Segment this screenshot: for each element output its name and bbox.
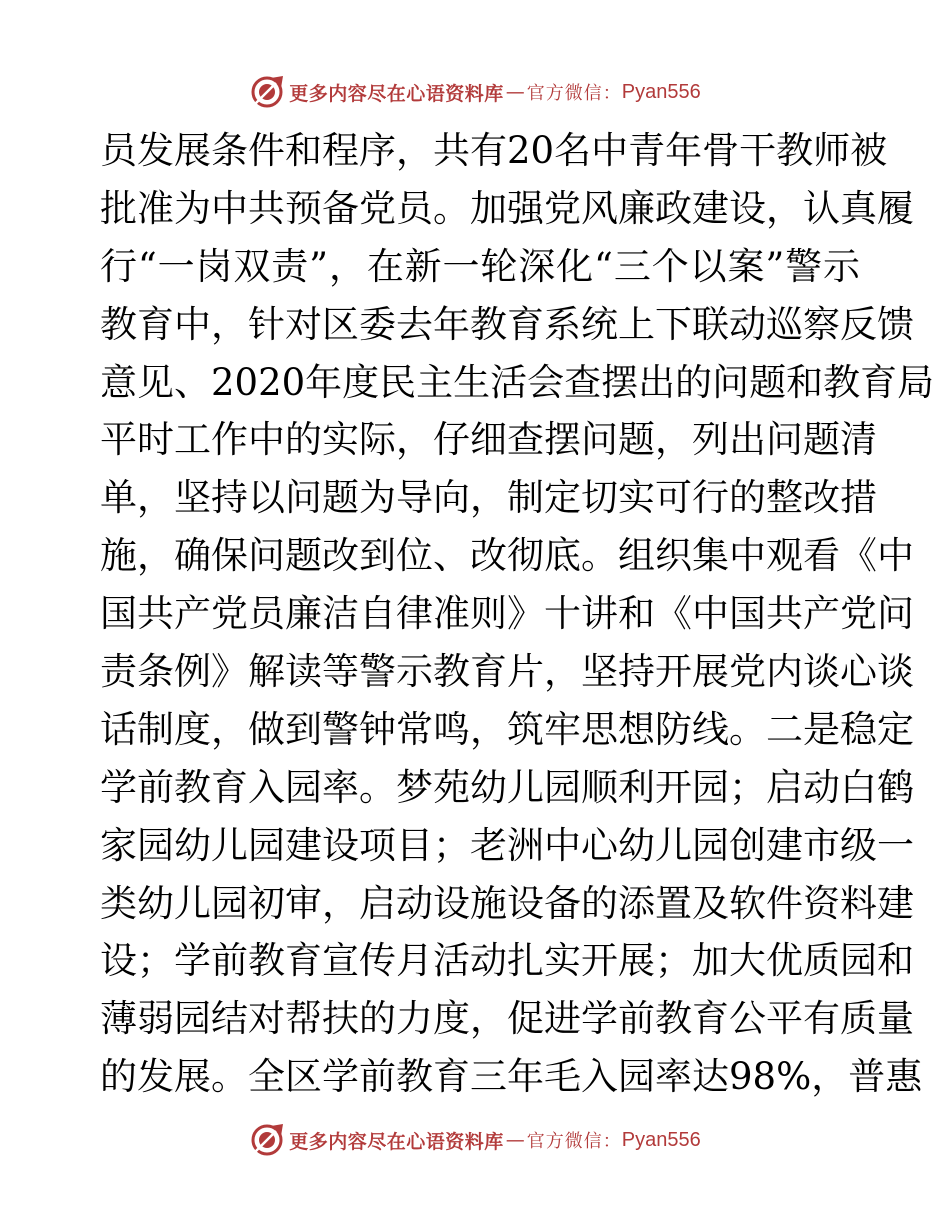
body-line-17: 的发展。全区学前教育三年毛入园率达98%，普惠 <box>100 1055 923 1099</box>
quill-logo-icon <box>249 1122 285 1158</box>
body-line-6: 平时工作中的实际，仔细查摆问题，列出问题清 <box>100 418 877 462</box>
body-line-1: 员发展条件和程序，共有20名中青年骨干教师被 <box>100 129 888 172</box>
body-line-12: 学前教育入园率。梦苑幼儿园顺利开园；启动白鹤 <box>100 765 914 809</box>
body-line-5: 意见、2020年度民主生活会查摆出的问题和教育局 <box>100 360 935 404</box>
document-body <box>100 122 935 1106</box>
header-dash: — <box>505 81 525 103</box>
header-wechat-id: Pyan556 <box>621 80 701 103</box>
body-line-2: 批准为中共预备党员。加强党风廉政建设，认真履 <box>100 186 914 230</box>
body-line-9: 国共产党员廉洁自律准则》十讲和《中国共产党问 <box>100 592 914 636</box>
body-line-11: 话制度，做到警钟常鸣，筑牢思想防线。二是稳定 <box>100 707 914 751</box>
footer-site-text: 更多内容尽在心语资料库 <box>289 1130 504 1153</box>
footer-wechat-label: 官方微信： <box>526 1131 622 1152</box>
body-line-13: 家园幼儿园建设项目；老洲中心幼儿园创建市级一 <box>100 823 914 867</box>
body-line-8: 施，确保问题改到位、改彻底。组织集中观看《中 <box>100 534 914 578</box>
footer-dash: — <box>505 1129 525 1151</box>
body-line-10: 责条例》解读等警示教育片，坚持开展党内谈心谈 <box>100 650 914 694</box>
body-line-3: 行“一岗双责”，在新一轮深化“三个以案”警示 <box>100 244 860 288</box>
body-line-16: 薄弱园结对帮扶的力度，促进学前教育公平有质量 <box>100 997 914 1041</box>
header-banner <box>0 72 950 112</box>
footer-banner <box>0 1120 950 1160</box>
body-line-14: 类幼儿园初审，启动设施设备的添置及软件资料建 <box>100 881 914 925</box>
body-line-4: 教育中，针对区委去年教育系统上下联动巡察反馈 <box>100 302 914 346</box>
body-line-7: 单，坚持以问题为导向，制定切实可行的整改措 <box>100 476 877 520</box>
quill-logo-icon <box>249 74 285 110</box>
header-wechat-label: 官方微信： <box>526 83 622 104</box>
footer-wechat-id: Pyan556 <box>621 1128 701 1151</box>
header-site-text: 更多内容尽在心语资料库 <box>289 82 504 105</box>
body-line-15: 设；学前教育宣传月活动扎实开展；加大优质园和 <box>100 939 914 983</box>
